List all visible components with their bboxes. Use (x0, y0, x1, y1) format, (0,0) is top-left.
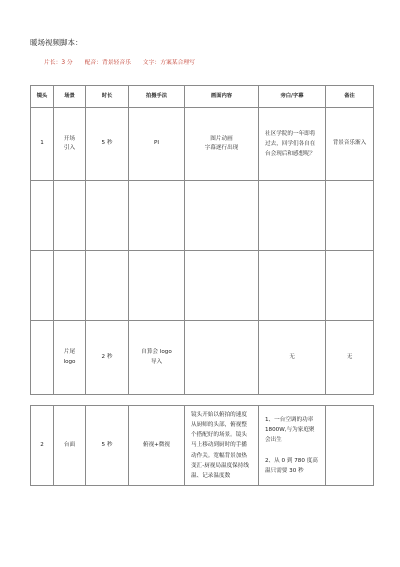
method-cell: 自算会 logo 导入 (141, 349, 172, 365)
header-duration: 时长 (86, 86, 129, 108)
script-meta (44, 57, 205, 66)
duration-cell: 5 秒 (101, 441, 113, 448)
table-header-row (31, 86, 374, 108)
page-title: 暖场视频脚本： (30, 38, 83, 47)
shot-number: 2 (40, 441, 44, 448)
storyboard-table-2 (30, 405, 374, 486)
table-row (31, 181, 374, 251)
content-cell: 镜头开始以俯拍的速度从厨师的头部，俯视整个搭配好的场景。镜头马上移动到厨时的手播动作关。宽幅背景加热变汇-厨视局温度保持线温、记录温度数 (191, 412, 249, 479)
scene-cell: 开场 引入 (63, 135, 76, 151)
method-cell: PI (153, 140, 160, 147)
shot-number: 1 (40, 140, 44, 147)
header-scene: 场景 (54, 86, 86, 108)
scene-cell: 片尾 logo (63, 349, 76, 365)
table-row (31, 321, 374, 395)
duration-cell: 2 秒 (101, 353, 113, 360)
header-narration: 旁白/字幕 (259, 86, 326, 108)
narration-cell: 无 (289, 353, 295, 360)
method-cell: 俯视+微视 (142, 441, 171, 448)
scene-cell: 台面 (63, 441, 76, 448)
note-cell: 无 (346, 353, 353, 360)
narration-cell: 1、一台空调的功率 1800W,与为家庭聚会出生 2、从 0 到 780 度高温只需要 30 秒 (265, 417, 318, 474)
meta-text: 文字：方案某合理写 (142, 60, 195, 66)
table-row (31, 406, 374, 486)
narration-cell: 社区学院的一年即将过去，回学们各自在台会现后和感想呢？ (265, 130, 316, 158)
content-cell: 图片动画 字幕逐行出现 (204, 135, 239, 151)
meta-music: 配音：背景轻音乐 (84, 60, 131, 66)
note-cell: 背景音乐渐入 (332, 140, 367, 147)
table-row (31, 251, 374, 321)
table-row (31, 108, 374, 181)
header-method: 拍摄手法 (129, 86, 185, 108)
header-note: 备注 (326, 86, 374, 108)
meta-duration: 片长：3 分 (44, 60, 73, 66)
storyboard-table-1 (30, 85, 374, 395)
header-content: 画面内容 (185, 86, 259, 108)
header-shot: 镜头 (31, 86, 54, 108)
duration-cell: 5 秒 (101, 140, 113, 147)
